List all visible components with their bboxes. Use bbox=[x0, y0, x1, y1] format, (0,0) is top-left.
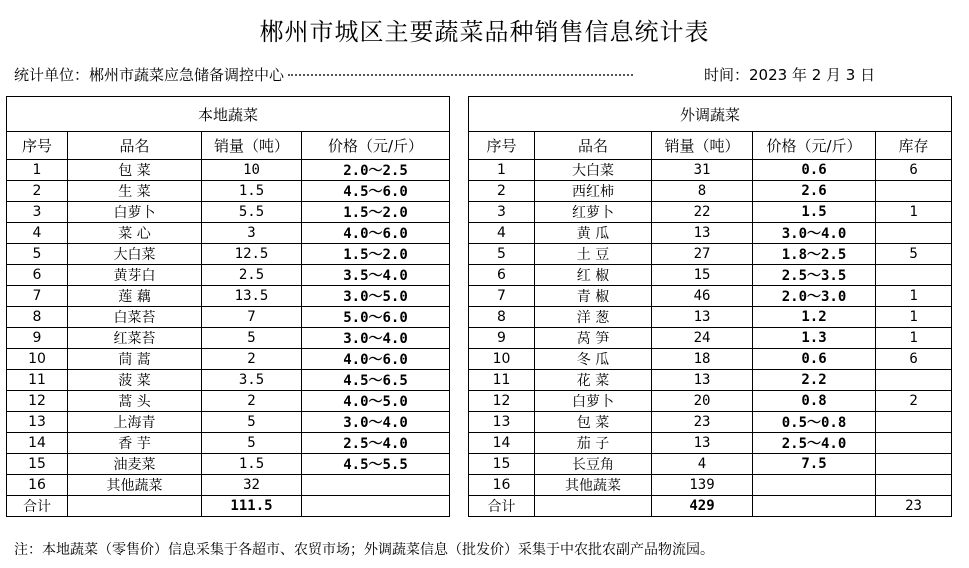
imported-index-cell: 16 bbox=[469, 475, 535, 496]
column-gap bbox=[450, 223, 469, 244]
local-volume-cell: 13.5 bbox=[202, 286, 302, 307]
column-gap bbox=[450, 97, 469, 132]
local-price-cell: 5.0～6.0 bbox=[302, 307, 450, 328]
col-header-imported-volume: 销量（吨） bbox=[652, 132, 753, 160]
imported-name-cell: 包 菜 bbox=[535, 412, 652, 433]
col-header-imported-price: 价格（元/斤） bbox=[753, 132, 876, 160]
imported-stock-cell bbox=[876, 223, 952, 244]
local-price-cell: 4.5～6.5 bbox=[302, 370, 450, 391]
local-volume-cell: 5 bbox=[202, 328, 302, 349]
imported-stock-cell bbox=[876, 412, 952, 433]
local-index-cell: 3 bbox=[7, 202, 68, 223]
imported-stock-cell: 6 bbox=[876, 349, 952, 370]
imported-volume-cell: 13 bbox=[652, 433, 753, 454]
local-name-cell: 油麦菜 bbox=[68, 454, 202, 475]
column-gap bbox=[450, 370, 469, 391]
local-volume-cell: 7 bbox=[202, 307, 302, 328]
imported-volume-cell: 22 bbox=[652, 202, 753, 223]
column-gap bbox=[450, 181, 469, 202]
column-gap bbox=[450, 307, 469, 328]
report-date: 时间：2023 年 2 月 3 日 bbox=[704, 66, 876, 84]
imported-index-cell: 9 bbox=[469, 328, 535, 349]
column-gap bbox=[450, 349, 469, 370]
imported-index-cell: 8 bbox=[469, 307, 535, 328]
table-row bbox=[7, 223, 952, 244]
local-name-cell: 大白菜 bbox=[68, 244, 202, 265]
imported-index-cell: 12 bbox=[469, 391, 535, 412]
imported-stock-cell bbox=[876, 454, 952, 475]
local-index-cell: 4 bbox=[7, 223, 68, 244]
local-volume-cell: 32 bbox=[202, 475, 302, 496]
local-volume-cell: 12.5 bbox=[202, 244, 302, 265]
imported-volume-cell: 46 bbox=[652, 286, 753, 307]
imported-price-cell: 7.5 bbox=[753, 454, 876, 475]
imported-name-cell: 莴 笋 bbox=[535, 328, 652, 349]
imported-stock-cell bbox=[876, 265, 952, 286]
table-row bbox=[7, 160, 952, 181]
imported-price-cell: 0.5～0.8 bbox=[753, 412, 876, 433]
local-index-cell: 9 bbox=[7, 328, 68, 349]
imported-volume-cell: 13 bbox=[652, 307, 753, 328]
imported-name-cell: 冬 瓜 bbox=[535, 349, 652, 370]
imported-name-cell: 洋 葱 bbox=[535, 307, 652, 328]
local-price-cell: 1.5～2.0 bbox=[302, 202, 450, 223]
column-gap bbox=[450, 265, 469, 286]
table-row bbox=[7, 412, 952, 433]
col-header-local-index: 序号 bbox=[7, 132, 68, 160]
imported-price-cell: 0.8 bbox=[753, 391, 876, 412]
col-header-local-volume: 销量（吨） bbox=[202, 132, 302, 160]
local-index-cell: 8 bbox=[7, 307, 68, 328]
col-header-local-price: 价格（元/斤） bbox=[302, 132, 450, 160]
page-title: 郴州市城区主要蔬菜品种销售信息统计表 bbox=[259, 18, 710, 46]
section-header-row bbox=[7, 97, 952, 132]
imported-name-cell: 茄 子 bbox=[535, 433, 652, 454]
imported-name-cell: 土 豆 bbox=[535, 244, 652, 265]
footnote: 注：本地蔬菜（零售价）信息采集于各超市、农贸市场；外调蔬菜信息（批发价）采集于中农批农副产品物流园。 bbox=[14, 542, 714, 558]
imported-price-cell: 3.0～4.0 bbox=[753, 223, 876, 244]
local-index-cell: 10 bbox=[7, 349, 68, 370]
local-name-cell: 黄芽白 bbox=[68, 265, 202, 286]
local-volume-cell: 2 bbox=[202, 349, 302, 370]
local-total-name-cell bbox=[68, 496, 202, 517]
table-row bbox=[7, 181, 952, 202]
imported-price-cell: 0.6 bbox=[753, 160, 876, 181]
column-header-row bbox=[7, 132, 952, 160]
local-index-cell: 11 bbox=[7, 370, 68, 391]
column-gap bbox=[450, 160, 469, 181]
imported-price-cell: 2.2 bbox=[753, 370, 876, 391]
column-gap bbox=[450, 433, 469, 454]
local-volume-cell: 10 bbox=[202, 160, 302, 181]
table-row bbox=[7, 454, 952, 475]
local-price-cell: 3.0～4.0 bbox=[302, 328, 450, 349]
imported-volume-cell: 23 bbox=[652, 412, 753, 433]
table-row bbox=[7, 307, 952, 328]
imported-stock-cell bbox=[876, 433, 952, 454]
imported-price-cell: 1.3 bbox=[753, 328, 876, 349]
local-volume-cell: 5 bbox=[202, 412, 302, 433]
imported-index-cell: 7 bbox=[469, 286, 535, 307]
imported-stock-cell: 1 bbox=[876, 286, 952, 307]
imported-stock-cell: 5 bbox=[876, 244, 952, 265]
imported-stock-cell: 6 bbox=[876, 160, 952, 181]
imported-stock-cell bbox=[876, 370, 952, 391]
table-row bbox=[7, 286, 952, 307]
imported-volume-cell: 24 bbox=[652, 328, 753, 349]
local-price-cell: 4.0～6.0 bbox=[302, 349, 450, 370]
imported-price-cell: 2.0～3.0 bbox=[753, 286, 876, 307]
imported-price-cell: 1.8～2.5 bbox=[753, 244, 876, 265]
imported-name-cell: 红 椒 bbox=[535, 265, 652, 286]
imported-volume-cell: 13 bbox=[652, 370, 753, 391]
imported-total-name-cell bbox=[535, 496, 652, 517]
column-gap bbox=[450, 412, 469, 433]
local-price-cell: 2.0～2.5 bbox=[302, 160, 450, 181]
column-gap bbox=[450, 391, 469, 412]
column-gap bbox=[450, 202, 469, 223]
local-index-cell: 1 bbox=[7, 160, 68, 181]
imported-total-stock: 23 bbox=[876, 496, 952, 517]
local-index-cell: 12 bbox=[7, 391, 68, 412]
imported-volume-cell: 139 bbox=[652, 475, 753, 496]
imported-index-cell: 15 bbox=[469, 454, 535, 475]
imported-price-cell: 1.5 bbox=[753, 202, 876, 223]
imported-stock-cell: 1 bbox=[876, 307, 952, 328]
vegetable-sales-table bbox=[6, 96, 952, 517]
table-row bbox=[7, 349, 952, 370]
totals-row bbox=[7, 496, 952, 517]
column-gap bbox=[450, 244, 469, 265]
local-name-cell: 其他蔬菜 bbox=[68, 475, 202, 496]
imported-price-cell: 1.2 bbox=[753, 307, 876, 328]
imported-index-cell: 2 bbox=[469, 181, 535, 202]
imported-section-header: 外调蔬菜 bbox=[469, 97, 952, 132]
imported-name-cell: 大白菜 bbox=[535, 160, 652, 181]
local-name-cell: 生 菜 bbox=[68, 181, 202, 202]
local-name-cell: 白菜苔 bbox=[68, 307, 202, 328]
statistics-unit-text: 统计单位：郴州市蔬菜应急储备调控中心 bbox=[14, 66, 285, 84]
imported-volume-cell: 15 bbox=[652, 265, 753, 286]
local-volume-cell: 3 bbox=[202, 223, 302, 244]
imported-total-label: 合计 bbox=[469, 496, 535, 517]
table-row bbox=[7, 370, 952, 391]
local-name-cell: 莲 藕 bbox=[68, 286, 202, 307]
local-name-cell: 香 芋 bbox=[68, 433, 202, 454]
local-volume-cell: 5.5 bbox=[202, 202, 302, 223]
col-header-local-name: 品名 bbox=[68, 132, 202, 160]
column-gap bbox=[450, 496, 469, 517]
local-index-cell: 15 bbox=[7, 454, 68, 475]
imported-stock-cell: 1 bbox=[876, 202, 952, 223]
imported-name-cell: 花 菜 bbox=[535, 370, 652, 391]
local-price-cell: 1.5～2.0 bbox=[302, 244, 450, 265]
local-name-cell: 包 菜 bbox=[68, 160, 202, 181]
imported-index-cell: 3 bbox=[469, 202, 535, 223]
local-section-header: 本地蔬菜 bbox=[7, 97, 450, 132]
local-price-cell: 4.5～6.0 bbox=[302, 181, 450, 202]
imported-volume-cell: 4 bbox=[652, 454, 753, 475]
table-row bbox=[7, 202, 952, 223]
local-price-cell: 2.5～4.0 bbox=[302, 433, 450, 454]
local-name-cell: 菜 心 bbox=[68, 223, 202, 244]
imported-volume-cell: 13 bbox=[652, 223, 753, 244]
local-name-cell: 蒿 头 bbox=[68, 391, 202, 412]
local-name-cell: 白萝卜 bbox=[68, 202, 202, 223]
imported-name-cell: 红萝卜 bbox=[535, 202, 652, 223]
local-price-cell: 4.0～6.0 bbox=[302, 223, 450, 244]
local-volume-cell: 1.5 bbox=[202, 181, 302, 202]
local-volume-cell: 5 bbox=[202, 433, 302, 454]
column-gap bbox=[450, 454, 469, 475]
imported-name-cell: 长豆角 bbox=[535, 454, 652, 475]
dot-leader bbox=[288, 74, 633, 76]
local-price-cell: 3.5～4.0 bbox=[302, 265, 450, 286]
imported-stock-cell bbox=[876, 475, 952, 496]
imported-volume-cell: 8 bbox=[652, 181, 753, 202]
table-row bbox=[7, 391, 952, 412]
imported-index-cell: 1 bbox=[469, 160, 535, 181]
column-gap bbox=[450, 475, 469, 496]
imported-stock-cell bbox=[876, 181, 952, 202]
imported-index-cell: 5 bbox=[469, 244, 535, 265]
local-name-cell: 上海青 bbox=[68, 412, 202, 433]
imported-total-price-cell bbox=[753, 496, 876, 517]
imported-index-cell: 4 bbox=[469, 223, 535, 244]
local-price-cell: 4.0～5.0 bbox=[302, 391, 450, 412]
table-row bbox=[7, 265, 952, 286]
local-volume-cell: 3.5 bbox=[202, 370, 302, 391]
imported-name-cell: 其他蔬菜 bbox=[535, 475, 652, 496]
col-header-imported-name: 品名 bbox=[535, 132, 652, 160]
imported-name-cell: 西红柿 bbox=[535, 181, 652, 202]
local-price-cell: 3.0～5.0 bbox=[302, 286, 450, 307]
statistics-unit bbox=[14, 64, 637, 85]
imported-index-cell: 11 bbox=[469, 370, 535, 391]
imported-price-cell: 2.6 bbox=[753, 181, 876, 202]
local-name-cell: 菠 菜 bbox=[68, 370, 202, 391]
table-row bbox=[7, 328, 952, 349]
imported-volume-cell: 27 bbox=[652, 244, 753, 265]
local-volume-cell: 1.5 bbox=[202, 454, 302, 475]
imported-volume-cell: 31 bbox=[652, 160, 753, 181]
imported-name-cell: 黄 瓜 bbox=[535, 223, 652, 244]
imported-volume-cell: 18 bbox=[652, 349, 753, 370]
local-volume-cell: 2.5 bbox=[202, 265, 302, 286]
imported-name-cell: 青 椒 bbox=[535, 286, 652, 307]
imported-index-cell: 10 bbox=[469, 349, 535, 370]
local-total-label: 合计 bbox=[7, 496, 68, 517]
imported-price-cell: 2.5～3.5 bbox=[753, 265, 876, 286]
local-price-cell bbox=[302, 475, 450, 496]
local-index-cell: 2 bbox=[7, 181, 68, 202]
imported-index-cell: 13 bbox=[469, 412, 535, 433]
local-index-cell: 13 bbox=[7, 412, 68, 433]
local-volume-cell: 2 bbox=[202, 391, 302, 412]
imported-stock-cell: 1 bbox=[876, 328, 952, 349]
column-gap bbox=[450, 328, 469, 349]
column-gap bbox=[450, 132, 469, 160]
column-gap bbox=[450, 286, 469, 307]
table-row bbox=[7, 475, 952, 496]
col-header-imported-stock: 库存 bbox=[876, 132, 952, 160]
local-name-cell: 茼 蒿 bbox=[68, 349, 202, 370]
local-total-price-cell bbox=[302, 496, 450, 517]
imported-price-cell bbox=[753, 475, 876, 496]
imported-index-cell: 6 bbox=[469, 265, 535, 286]
table-row bbox=[7, 244, 952, 265]
imported-total-volume: 429 bbox=[652, 496, 753, 517]
local-price-cell: 4.5～5.5 bbox=[302, 454, 450, 475]
table-row bbox=[7, 433, 952, 454]
imported-name-cell: 白萝卜 bbox=[535, 391, 652, 412]
imported-price-cell: 2.5～4.0 bbox=[753, 433, 876, 454]
imported-price-cell: 0.6 bbox=[753, 349, 876, 370]
imported-volume-cell: 20 bbox=[652, 391, 753, 412]
local-index-cell: 7 bbox=[7, 286, 68, 307]
local-index-cell: 14 bbox=[7, 433, 68, 454]
local-name-cell: 红菜苔 bbox=[68, 328, 202, 349]
local-index-cell: 16 bbox=[7, 475, 68, 496]
local-price-cell: 3.0～4.0 bbox=[302, 412, 450, 433]
col-header-imported-index: 序号 bbox=[469, 132, 535, 160]
imported-index-cell: 14 bbox=[469, 433, 535, 454]
local-total-volume: 111.5 bbox=[202, 496, 302, 517]
imported-stock-cell: 2 bbox=[876, 391, 952, 412]
local-index-cell: 6 bbox=[7, 265, 68, 286]
local-index-cell: 5 bbox=[7, 244, 68, 265]
